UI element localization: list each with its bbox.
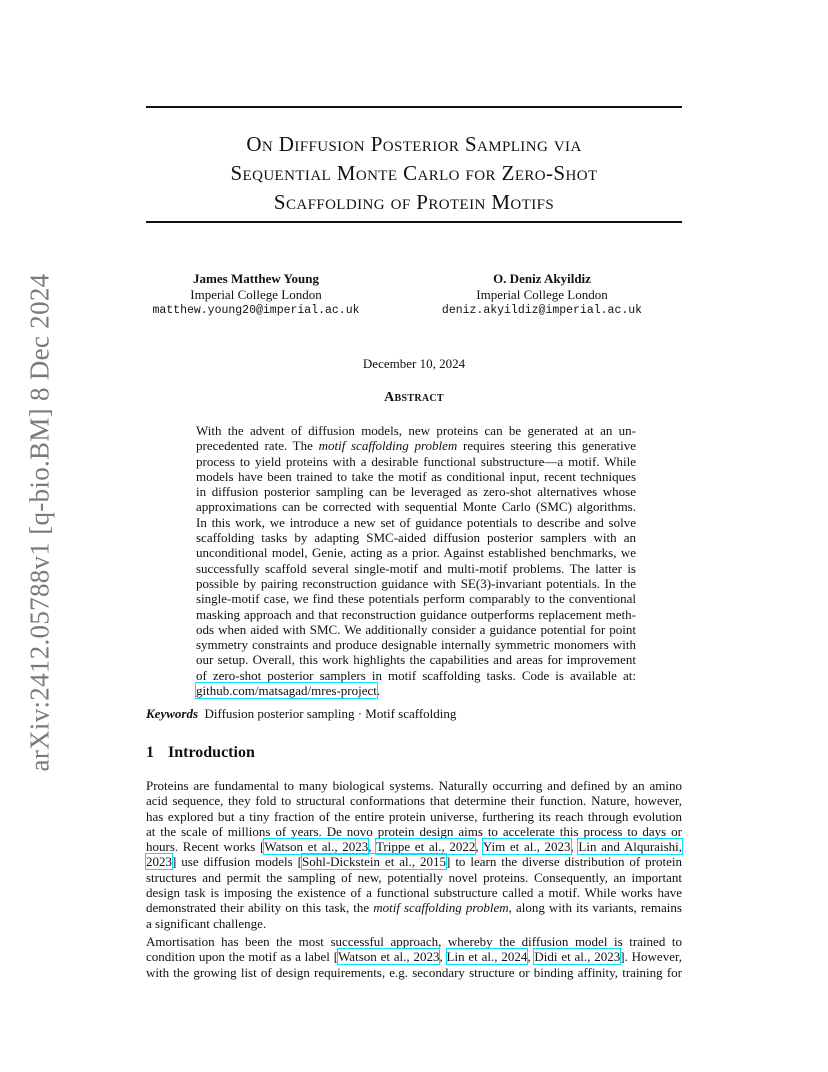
body-line: condition upon the motif as a label [Watson et al., 2023, Lin et al., 2024, Didi et al., 2023]. However,	[146, 949, 683, 965]
abstract-line: of zero-shot posterior samplers in motif scaffolding tasks. Code is available at:	[196, 667, 636, 683]
abstract-line: our setup. Overall, this work highlights the capabilities and areas for improvement	[196, 652, 636, 668]
abstract-line: symmetry constraints and produce designable internally symmetric monomers with	[196, 637, 636, 653]
body-line: at the scale of millions of years. De novo protein design aims to accelerate this process to days or	[146, 823, 682, 839]
body-line: hours. Recent works [Watson et al., 2023, Trippe et al., 2022, Yim et al., 2023, Lin and Alquraishi,	[146, 839, 682, 855]
author-2	[412, 271, 672, 319]
abstract-text	[196, 423, 636, 698]
body-line: Proteins are fundamental to many biological systems. Naturally occurring and defined by an amino	[146, 778, 682, 793]
body-line: design task is imposing the existence of a functional substructure called a motif. While works have	[146, 885, 682, 901]
body-line: 2023] use diffusion models [Sohl-Dickstein et al., 2015] to learn the diverse distribution of protein	[146, 854, 682, 870]
citation-link[interactable]: Watson et al., 2023	[264, 839, 369, 855]
author-email[interactable]: matthew.young20@imperial.ac.uk	[152, 304, 360, 317]
body-line: demonstrated their ability on this task, the motif scaffolding problem, along with its variants, remains	[146, 900, 682, 916]
keywords-label: Keywords	[146, 706, 198, 721]
abstract-line: process to yield proteins with a desirable functional substructure—a motif. While	[196, 453, 636, 469]
author-affiliation: Imperial College London	[190, 287, 322, 302]
section-heading-introduction	[146, 744, 255, 762]
section-title: Introduction	[168, 744, 255, 761]
author-name: James Matthew Young	[193, 271, 319, 286]
citation-link[interactable]: Yim et al., 2023	[482, 839, 571, 855]
abstract-line: masking approach and that reconstruction guidance outperforms replacement meth-	[196, 606, 636, 622]
author-1	[126, 271, 386, 319]
body-line: Amortisation has been the most successful approach, whereby the diffusion model is trained to	[146, 934, 682, 949]
abstract-line: possible by pairing reconstruction guidance with SE(3)-invariant potentials. In the	[196, 575, 636, 591]
author-email[interactable]: deniz.akyildiz@imperial.ac.uk	[441, 304, 643, 317]
abstract-line: single-motif case, we find these potentials perform comparably to the conventional	[196, 591, 636, 607]
paper-title	[146, 130, 682, 217]
citation-link[interactable]: Lin and Alquraishi,	[578, 839, 682, 855]
author-name: O. Deniz Akyildiz	[493, 271, 591, 286]
abstract-line: in diffusion posterior sampling can be leveraged as zero-shot alternatives whose	[196, 484, 636, 500]
abstract-line: successfully scaffold several single-motif and multi-motif problems. The latter is	[196, 560, 636, 576]
abstract-line: precedented rate. The motif scaffolding problem requires steering this generative	[196, 438, 637, 454]
body-line: with the growing list of design requirements, e.g. secondary structure or binding affinity, training for	[146, 964, 682, 980]
arxiv-identifier[interactable]: arXiv:2412.05788v1 [q-bio.BM] 8 Dec 2024	[24, 273, 55, 771]
citation-link[interactable]: Watson et al., 2023	[338, 949, 440, 965]
body-line: structures and permit the sampling of new, potentially novel proteins. Consequently, an important	[146, 869, 682, 885]
arxiv-side-stamp	[10, 272, 70, 772]
abstract-line: github.com/matsagad/mres-project.	[196, 683, 381, 699]
body-line: has explored but a tiny fraction of the entire protein universe, furthering its reach through evolution	[146, 808, 682, 824]
title-line-3: Scaffolding of Protein Motifs	[273, 190, 555, 214]
title-line-2: Sequential Monte Carlo for Zero-Shot	[230, 161, 598, 185]
abstract-line: models have been trained to take the motif as conditional input, recent techniques	[196, 468, 636, 484]
keywords-text: Diffusion posterior sampling · Motif scaffolding	[204, 706, 457, 721]
citation-link[interactable]: Didi et al., 2023	[534, 949, 621, 965]
publication-date: December 10, 2024	[362, 356, 466, 371]
keywords-line	[146, 706, 456, 722]
abstract-line: unconditional model, Genie, acting as a prior. Against established benchmarks, we	[196, 545, 636, 561]
abstract-line: ods when aided with SMC. We additionally consider a guidance potential for point	[196, 621, 636, 637]
body-line: a significant challenge.	[146, 915, 267, 931]
author-affiliation: Imperial College London	[476, 287, 608, 302]
citation-link[interactable]: Trippe et al., 2022	[375, 839, 476, 855]
code-repository-link[interactable]: github.com/matsagad/mres-project	[196, 683, 377, 699]
abstract-line: approximations can be corrected with sequential Monte Carlo (SMC) algorithms.	[196, 499, 636, 515]
title-rule-bottom	[146, 221, 682, 223]
intro-paragraph-1	[146, 778, 682, 931]
citation-link[interactable]: Sohl-Dickstein et al., 2015	[302, 854, 447, 870]
abstract-line: With the advent of diffusion models, new proteins can be generated at an un-	[196, 423, 636, 438]
body-line: acid sequence, they fold to structural conformations that determine their function. Nature, however,	[146, 793, 682, 809]
citation-link[interactable]: Lin et al., 2024	[446, 949, 528, 965]
intro-paragraph-2	[146, 934, 682, 980]
title-rule-top	[146, 106, 682, 108]
abstract-line: scaffolding tasks by adapting SMC-aided diffusion posterior samplers with an	[196, 530, 636, 546]
title-line-1: On Diffusion Posterior Sampling via	[246, 132, 582, 156]
citation-link[interactable]: 2023	[146, 854, 172, 870]
abstract-line: In this work, we introduce a new set of guidance potentials to describe and solve	[196, 514, 636, 530]
section-number: 1	[146, 744, 154, 761]
abstract-heading: Abstract	[384, 390, 444, 405]
